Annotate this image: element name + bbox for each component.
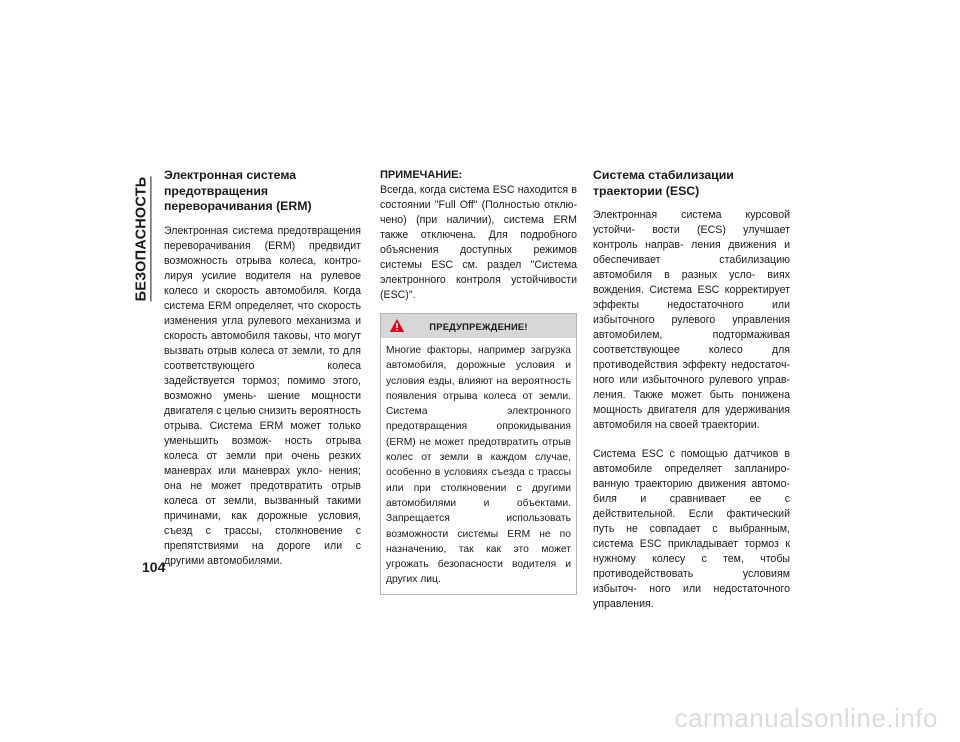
warning-text: Многие факторы, например загрузка автомобиля, дорожные условия и условия езды, влияют на вероятность появления отрыва колеса от земли. Система электронного предотвращения опрокидывания (ERM) не может предотвратить отрыв колес от земли в каждом случае, особенно в условиях съезда с трассы или при столкновении с другими автомобилями и объектами. Запрещается использовать возможности системы ERM не по назначению, так как это может угрожать безопасности водителя и других лиц. [386, 345, 571, 586]
column-erm [164, 0, 361, 569]
warning-content [381, 338, 576, 594]
warning-box [380, 313, 577, 595]
column-note [380, 0, 577, 595]
section-side-title [131, 166, 153, 312]
note-body: Всегда, когда система ESC находится в состоянии "Full Off" (Полностью отклю- чено) (при наличии), система ERM также отключена. Для подробного объяснения доступных режимов системы ESC см. раздел "Система электронного контроля устойчивости (ESC)". [380, 184, 577, 301]
erm-body: Электронная система предотвращения переворачивания (ERM) предвидит возможность отрыва колеса, контро- лируя усилие водителя на рулевое колесо и скорость автомобиля. Когда система ERM определяет, что скорость изменения угла рулевого механизма и скорость автомобиля таковы, что могут вызвать отрыв колеса от земли, то для соответствующего колеса задействуется тормоз; помимо этого, возможно умень- шение мощности двигателя с целью снизить вероятность отрыва. Система ERM может только уменьшить возмож- ность отрыва колеса от земли при очень резких маневрах или маневрах укло- нения; она не может предотвратить отрыв колеса от земли, вызванный такими причинами, как дорожные условия, съезд с трассы, столкновение с препятствиями на дороге или с другими автомобилями. [164, 224, 361, 567]
note-title: ПРИМЕЧАНИЕ: [380, 169, 463, 181]
esc-paragraph-2: Система ESC с помощью датчиков в автомобиле определяет запланиро- ванную траекторию движения автомо- биля и сравнивает ее с действительной. Если фактический путь не совпадает с выбранным, система ESC прикладывает тормоз к нужному колесу с тем, чтобы противодействовать условиям избыточ- ного или недостаточного управления. [593, 448, 790, 610]
warning-label: ПРЕДУПРЕЖДЕНИЕ! [429, 320, 528, 332]
column-esc [593, 0, 790, 612]
esc-paragraph-1: Электронная система курсовой устойчи- вости (ECS) улучшает контроль направ- ления движения и обеспечивает стабилизацию автомобиля в разных усло- виях вождения. Система ESC корректирует эффекты недостаточного или избыточного рулевого управления автомобилем, подтормаживая соответствующее колесо для противодействия эффекту недостаточ- ного или избыточного рулевого управ- ления. Также может быть понижена мощность двигателя для удерживания автомобиля на своей траектории. [593, 209, 790, 431]
page-number: 104 [142, 559, 166, 575]
warning-triangle-icon [389, 318, 405, 333]
site-watermark: carmanualsonline.info [674, 703, 938, 733]
erm-heading: Электронная система предотвращения переворачивания (ERM) [164, 168, 312, 213]
warning-header [381, 314, 576, 338]
esc-heading: Система стабилизации траектории (ESC) [593, 168, 734, 198]
section-title-text: БЕЗОПАСНОСТЬ [133, 176, 149, 302]
